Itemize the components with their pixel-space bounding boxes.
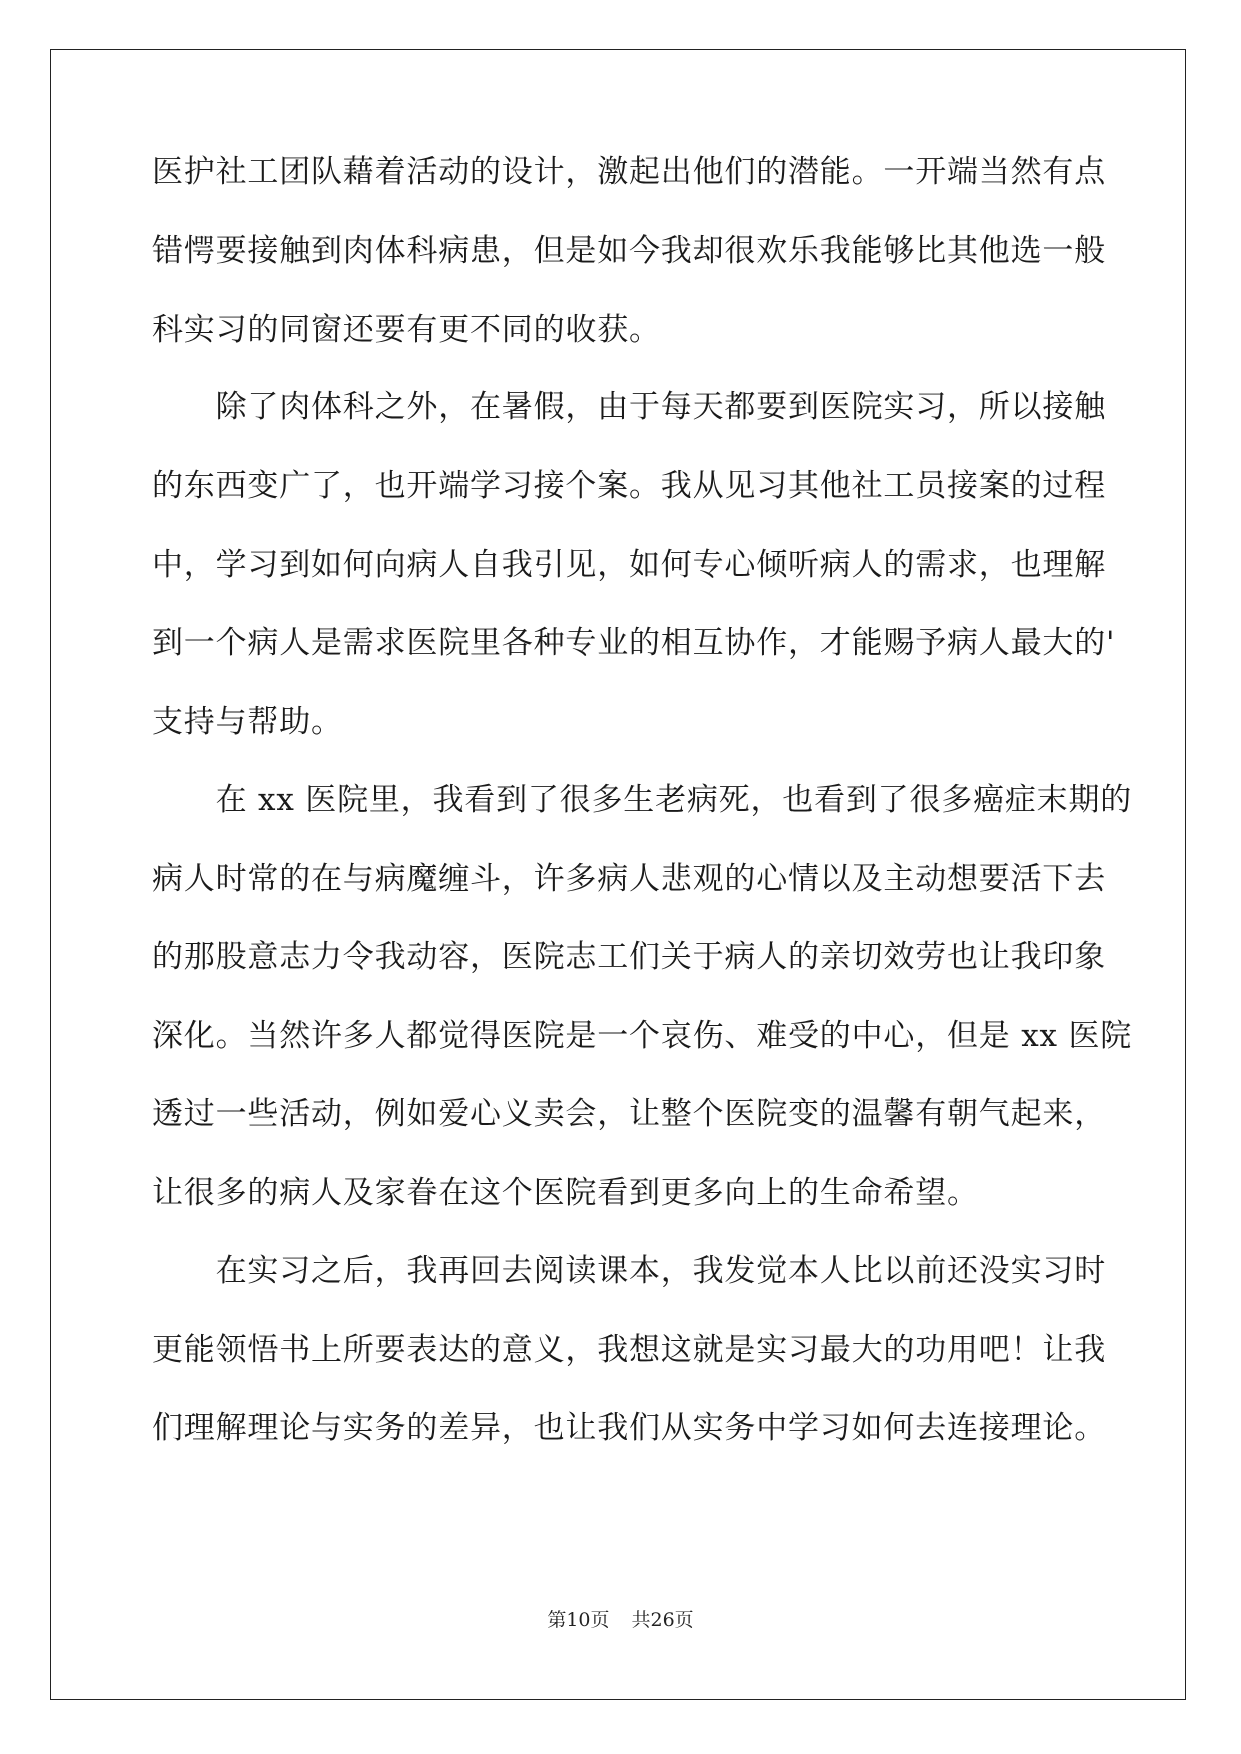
text-line: 们理解理论与实务的差异，也让我们从实务中学习如何去连接理论。	[152, 1410, 1106, 1446]
text-line: 中，学习到如何向病人自我引见，如何专心倾听病人的需求，也理解	[152, 547, 1106, 583]
text-line: 深化。当然许多人都觉得医院是一个哀伤、难受的中心，但是 xx 医院	[152, 1018, 1133, 1054]
text-line: 错愕要接触到肉体科病患，但是如今我却很欢乐我能够比其他选一般	[152, 233, 1106, 269]
page-footer	[0, 1608, 1241, 1632]
current-page-number: 第10页	[547, 1609, 610, 1631]
text-line: 到一个病人是需求医院里各种专业的相互协作，才能赐予病人最大的'	[152, 625, 1116, 661]
text-line: 医护社工团队藉着活动的设计，激起出他们的潜能。一开端当然有点	[152, 154, 1106, 190]
text-line: 病人时常的在与病魔缠斗，许多病人悲观的心情以及主动想要活下去	[152, 861, 1106, 897]
text-line: 在 xx 医院里，我看到了很多生老病死，也看到了很多癌症末期的	[152, 782, 1133, 818]
text-line: 的东西变广了，也开端学习接个案。我从见习其他社工员接案的过程	[152, 468, 1106, 504]
text-line: 支持与帮助。	[152, 704, 343, 740]
text-line: 除了肉体科之外，在暑假，由于每天都要到医院实习，所以接触	[152, 389, 1106, 425]
text-line: 科实习的同窗还要有更不同的收获。	[152, 312, 661, 348]
text-line: 透过一些活动，例如爱心义卖会，让整个医院变的温馨有朝气起来，	[152, 1096, 1106, 1132]
text-line: 在实习之后，我再回去阅读课本，我发觉本人比以前还没实习时	[152, 1253, 1106, 1289]
text-line: 更能领悟书上所要表达的意义，我想这就是实习最大的功用吧！让我	[152, 1332, 1106, 1368]
total-page-count: 共26页	[631, 1609, 694, 1631]
text-line: 让很多的病人及家眷在这个医院看到更多向上的生命希望。	[152, 1175, 979, 1211]
text-line: 的那股意志力令我动容，医院志工们关于病人的亲切效劳也让我印象	[152, 939, 1106, 975]
